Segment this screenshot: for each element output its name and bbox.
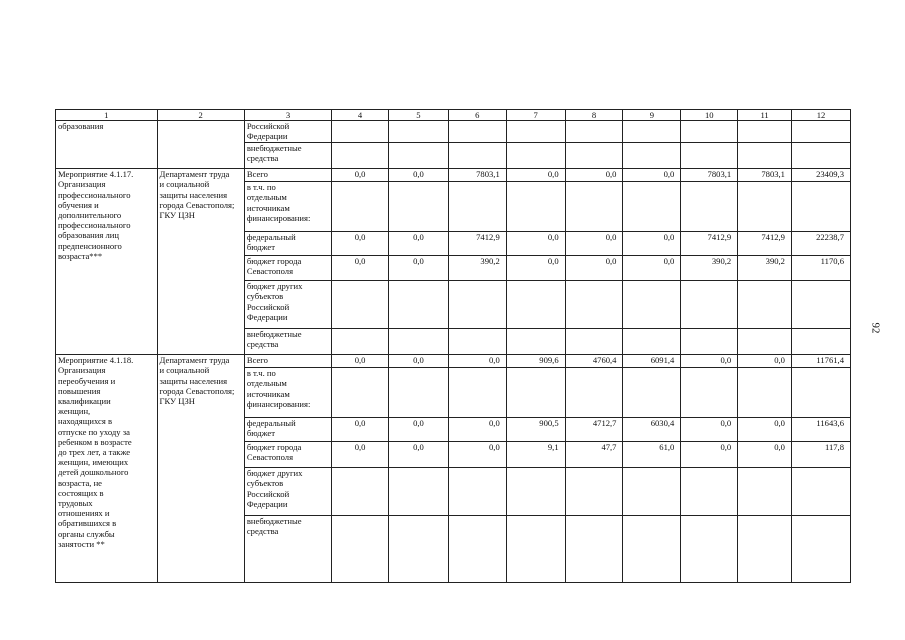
- value-cell: [623, 281, 681, 329]
- value-cell: 0,0: [332, 418, 389, 442]
- value-cell: [506, 182, 565, 232]
- value-cell: [681, 121, 738, 143]
- source-label-cell: Всего: [244, 355, 331, 368]
- header-cell: 10: [681, 110, 738, 121]
- value-cell: 47,7: [565, 442, 623, 468]
- header-cell: 4: [332, 110, 389, 121]
- value-cell: 0,0: [623, 232, 681, 256]
- value-cell: 0,0: [389, 169, 449, 182]
- executor-cell: Департамент труда и социальной защиты населения города Севастополя; ГКУ ЦЗН: [157, 169, 244, 355]
- value-cell: 909,6: [506, 355, 565, 368]
- source-label-cell: внебюджетные средства: [244, 143, 331, 169]
- value-cell: [389, 516, 449, 583]
- value-cell: [389, 143, 449, 169]
- table-row: [56, 355, 851, 368]
- header-cell: 7: [506, 110, 565, 121]
- table-row: [56, 121, 851, 143]
- value-cell: 7412,9: [448, 232, 506, 256]
- value-cell: 390,2: [681, 256, 738, 281]
- value-cell: [332, 329, 389, 355]
- value-cell: [332, 182, 389, 232]
- value-cell: [565, 182, 623, 232]
- value-cell: [681, 368, 738, 418]
- value-cell: [332, 516, 389, 583]
- executor-cell: Департамент труда и социальной защиты населения города Севастополя; ГКУ ЦЗН: [157, 355, 244, 583]
- value-cell: 0,0: [738, 418, 792, 442]
- value-cell: [791, 121, 850, 143]
- value-cell: [738, 368, 792, 418]
- value-cell: 6030,4: [623, 418, 681, 442]
- value-cell: [791, 329, 850, 355]
- value-cell: [791, 143, 850, 169]
- value-cell: 4712,7: [565, 418, 623, 442]
- value-cell: [623, 329, 681, 355]
- value-cell: [565, 121, 623, 143]
- header-cell: 1: [56, 110, 158, 121]
- value-cell: 0,0: [565, 256, 623, 281]
- value-cell: [623, 468, 681, 516]
- value-cell: 0,0: [738, 442, 792, 468]
- value-cell: [506, 121, 565, 143]
- value-cell: [389, 368, 449, 418]
- value-cell: 23409,3: [791, 169, 850, 182]
- value-cell: [448, 468, 506, 516]
- header-cell: 5: [389, 110, 449, 121]
- value-cell: 0,0: [448, 442, 506, 468]
- value-cell: 117,8: [791, 442, 850, 468]
- source-label-cell: в т.ч. по отдельным источникам финансирования:: [244, 182, 331, 232]
- measure-name-cell: Мероприятие 4.1.17. Организация профессионального обучения и дополнительного профессионального образования лиц предпенсионного возраста***: [56, 169, 158, 355]
- value-cell: [565, 516, 623, 583]
- value-cell: 0,0: [506, 256, 565, 281]
- value-cell: [506, 281, 565, 329]
- source-label-cell: федеральный бюджет: [244, 418, 331, 442]
- source-label-cell: федеральный бюджет: [244, 232, 331, 256]
- source-label-cell: внебюджетные средства: [244, 329, 331, 355]
- value-cell: [738, 281, 792, 329]
- value-cell: 22238,7: [791, 232, 850, 256]
- value-cell: 0,0: [565, 169, 623, 182]
- measure-name-cell: Мероприятие 4.1.18. Организация переобучения и повышения квалификации женщин, находящихся в отпуске по уходу за ребенком в возрасте до трех лет, а также женщин, имеющих детей дошкольного возраста, не состоящих в трудовых отношениях и обратившихся в органы службы занятости **: [56, 355, 158, 583]
- value-cell: 0,0: [332, 256, 389, 281]
- value-cell: 61,0: [623, 442, 681, 468]
- value-cell: 0,0: [332, 232, 389, 256]
- value-cell: 0,0: [389, 442, 449, 468]
- value-cell: [448, 329, 506, 355]
- source-label-cell: Российской Федерации: [244, 121, 331, 143]
- value-cell: 7803,1: [448, 169, 506, 182]
- value-cell: 6091,4: [623, 355, 681, 368]
- value-cell: [623, 516, 681, 583]
- source-label-cell: бюджет города Севастополя: [244, 256, 331, 281]
- value-cell: [506, 143, 565, 169]
- value-cell: 390,2: [738, 256, 792, 281]
- value-cell: 0,0: [506, 169, 565, 182]
- value-cell: [448, 121, 506, 143]
- value-cell: 0,0: [332, 355, 389, 368]
- value-cell: [389, 121, 449, 143]
- value-cell: [448, 516, 506, 583]
- value-cell: 0,0: [389, 418, 449, 442]
- value-cell: [332, 468, 389, 516]
- source-label-cell: бюджет города Севастополя: [244, 442, 331, 468]
- header-cell: 3: [244, 110, 331, 121]
- value-cell: [738, 516, 792, 583]
- value-cell: 0,0: [738, 355, 792, 368]
- value-cell: [738, 468, 792, 516]
- value-cell: [389, 329, 449, 355]
- source-label-cell: бюджет других субъектов Российской Федерации: [244, 281, 331, 329]
- value-cell: [681, 281, 738, 329]
- value-cell: [389, 182, 449, 232]
- budget-table: [55, 109, 851, 583]
- value-cell: [332, 143, 389, 169]
- value-cell: [448, 368, 506, 418]
- header-cell: 11: [738, 110, 792, 121]
- executor-cell: [157, 121, 244, 169]
- value-cell: 0,0: [506, 232, 565, 256]
- value-cell: [681, 516, 738, 583]
- value-cell: 0,0: [389, 355, 449, 368]
- value-cell: [389, 468, 449, 516]
- table-row: [56, 169, 851, 182]
- page-number: 92: [869, 322, 882, 334]
- value-cell: [738, 329, 792, 355]
- value-cell: [623, 121, 681, 143]
- value-cell: 0,0: [332, 442, 389, 468]
- header-row: [56, 110, 851, 121]
- value-cell: 900,5: [506, 418, 565, 442]
- value-cell: [623, 368, 681, 418]
- value-cell: [332, 281, 389, 329]
- value-cell: 0,0: [565, 232, 623, 256]
- value-cell: [791, 516, 850, 583]
- value-cell: [506, 468, 565, 516]
- value-cell: [565, 329, 623, 355]
- header-cell: 12: [791, 110, 850, 121]
- value-cell: 7412,9: [738, 232, 792, 256]
- value-cell: [681, 143, 738, 169]
- measure-name-cell: образования: [56, 121, 158, 169]
- header-cell: 9: [623, 110, 681, 121]
- header-cell: 8: [565, 110, 623, 121]
- value-cell: [623, 143, 681, 169]
- value-cell: [738, 182, 792, 232]
- value-cell: [332, 121, 389, 143]
- value-cell: 11643,6: [791, 418, 850, 442]
- value-cell: [738, 121, 792, 143]
- value-cell: 7412,9: [681, 232, 738, 256]
- value-cell: [448, 281, 506, 329]
- source-label-cell: бюджет других субъектов Российской Федерации: [244, 468, 331, 516]
- value-cell: [565, 281, 623, 329]
- header-cell: 2: [157, 110, 244, 121]
- source-label-cell: в т.ч. по отдельным источникам финансирования:: [244, 368, 331, 418]
- value-cell: [623, 182, 681, 232]
- value-cell: 0,0: [623, 256, 681, 281]
- value-cell: 9,1: [506, 442, 565, 468]
- value-cell: [681, 468, 738, 516]
- value-cell: 11761,4: [791, 355, 850, 368]
- value-cell: [506, 516, 565, 583]
- value-cell: 7803,1: [681, 169, 738, 182]
- value-cell: 0,0: [681, 442, 738, 468]
- value-cell: [791, 368, 850, 418]
- value-cell: [506, 368, 565, 418]
- value-cell: [506, 329, 565, 355]
- value-cell: 0,0: [623, 169, 681, 182]
- value-cell: [681, 182, 738, 232]
- source-label-cell: внебюджетные средства: [244, 516, 331, 583]
- header-cell: 6: [448, 110, 506, 121]
- value-cell: [448, 182, 506, 232]
- value-cell: [565, 143, 623, 169]
- value-cell: [565, 468, 623, 516]
- value-cell: 0,0: [389, 256, 449, 281]
- value-cell: 0,0: [448, 355, 506, 368]
- value-cell: 390,2: [448, 256, 506, 281]
- value-cell: 0,0: [332, 169, 389, 182]
- value-cell: 1170,6: [791, 256, 850, 281]
- value-cell: [565, 368, 623, 418]
- value-cell: 0,0: [681, 418, 738, 442]
- value-cell: [681, 329, 738, 355]
- value-cell: 0,0: [681, 355, 738, 368]
- value-cell: 7803,1: [738, 169, 792, 182]
- source-label-cell: Всего: [244, 169, 331, 182]
- value-cell: [791, 182, 850, 232]
- value-cell: 0,0: [389, 232, 449, 256]
- value-cell: [389, 281, 449, 329]
- value-cell: [791, 468, 850, 516]
- value-cell: [448, 143, 506, 169]
- value-cell: 0,0: [448, 418, 506, 442]
- value-cell: [791, 281, 850, 329]
- value-cell: 4760,4: [565, 355, 623, 368]
- value-cell: [332, 368, 389, 418]
- value-cell: [738, 143, 792, 169]
